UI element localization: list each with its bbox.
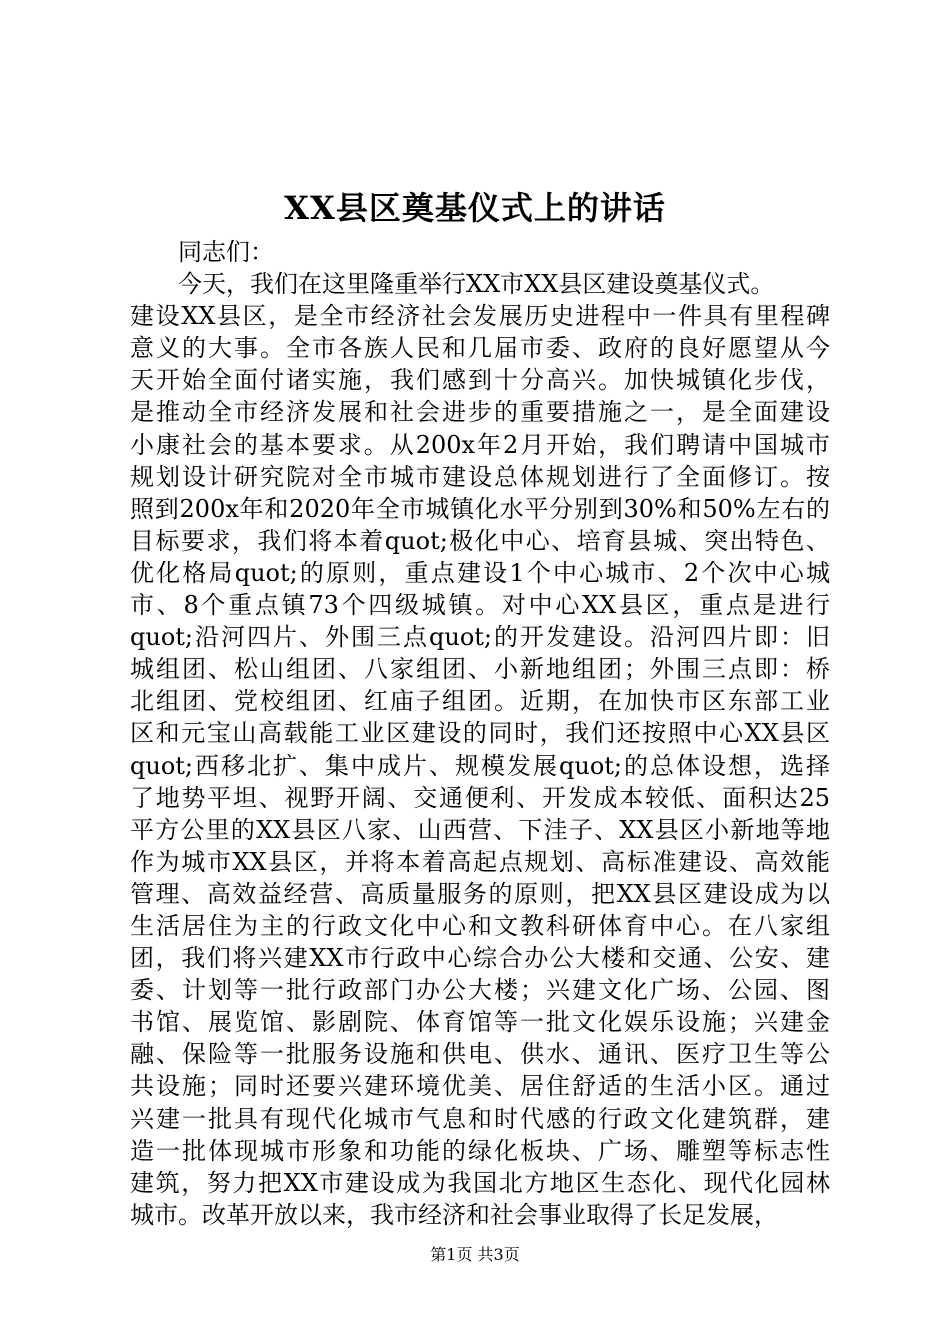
body-line: 北组团、党校组团、红庙子组团。近期，在加快市区东部工业 [130,687,830,716]
body-line: 建筑，努力把XX市建设成为我国北方地区生态化、现代化园林 [130,1168,830,1197]
document-body [130,236,830,1231]
body-line: quot;沿河四片、外围三点quot;的开发建设。沿河四片即：旧 [130,623,830,652]
body-line: 市、8个重点镇73个四级城镇。对中心XX县区，重点是进行 [130,591,830,620]
body-line: 规划设计研究院对全市城市建设总体规划进行了全面修订。按 [130,462,830,491]
body-line: 共设施；同时还要兴建环境优美、居住舒适的生活小区。通过 [130,1072,830,1101]
body-line: 是推动全市经济发展和社会进步的重要措施之一，是全面建设 [130,398,830,427]
body-line: quot;西移北扩、集中成片、规模发展quot;的总体设想，选择 [130,751,830,780]
body-line: 城组团、松山组团、八家组团、小新地组团；外围三点即：桥 [130,655,830,684]
body-line: 委、计划等一批行政部门办公大楼；兴建文化广场、公园、图 [130,976,830,1005]
body-line: 照到200x年和2020年全市城镇化水平分别到30%和50%左右的 [130,494,830,523]
body-line: 城市。改革开放以来，我市经济和社会事业取得了长足发展， [130,1200,778,1229]
body-line: 管理、高效益经营、高质量服务的原则，把XX县区建设成为以 [130,879,830,908]
body-line: 目标要求，我们将本着quot;极化中心、培育县城、突出特色、 [130,526,830,555]
body-line: 兴建一批具有现代化城市气息和时代感的行政文化建筑群，建 [130,1104,830,1133]
body-line: 了地势平坦、视野开阔、交通便利、开发成本较低、面积达25 [130,783,830,812]
document-title: XX县区奠基仪式上的讲话 [284,189,666,227]
body-line: 生活居住为主的行政文化中心和文教科研体育中心。在八家组 [130,911,830,940]
body-line: 造一批体现城市形象和功能的绿化板块、广场、雕塑等标志性 [130,1136,830,1165]
body-line: 今天，我们在这里隆重举行XX市XX县区建设奠基仪式。 [178,270,775,299]
page-footer: 第1页 共3页 [430,1245,520,1264]
body-line: 意义的大事。全市各族人民和几届市委、政府的良好愿望从今 [130,334,830,363]
body-line: 小康社会的基本要求。从200x年2月开始，我们聘请中国城市 [130,430,830,459]
body-line: 书馆、展览馆、影剧院、体育馆等一批文化娱乐设施；兴建金 [130,1008,830,1037]
body-line: 区和元宝山高载能工业区建设的同时，我们还按照中心XX县区 [130,719,830,748]
salutation-line: 同志们： [178,238,274,266]
body-line: 团，我们将兴建XX市行政中心综合办公大楼和交通、公安、建 [130,944,830,973]
body-line: 优化格局quot;的原则，重点建设1个中心城市、2个次中心城 [130,558,830,587]
body-line: 平方公里的XX县区八家、山西营、下洼子、XX县区小新地等地 [130,815,830,844]
body-line: 建设XX县区，是全市经济社会发展历史进程中一件具有里程碑 [130,302,830,331]
body-line: 作为城市XX县区，并将本着高起点规划、高标准建设、高效能 [130,847,830,876]
body-line: 天开始全面付诸实施，我们感到十分高兴。加快城镇化步伐， [130,366,830,395]
body-line: 融、保险等一批服务设施和供电、供水、通讯、医疗卫生等公 [130,1040,830,1069]
